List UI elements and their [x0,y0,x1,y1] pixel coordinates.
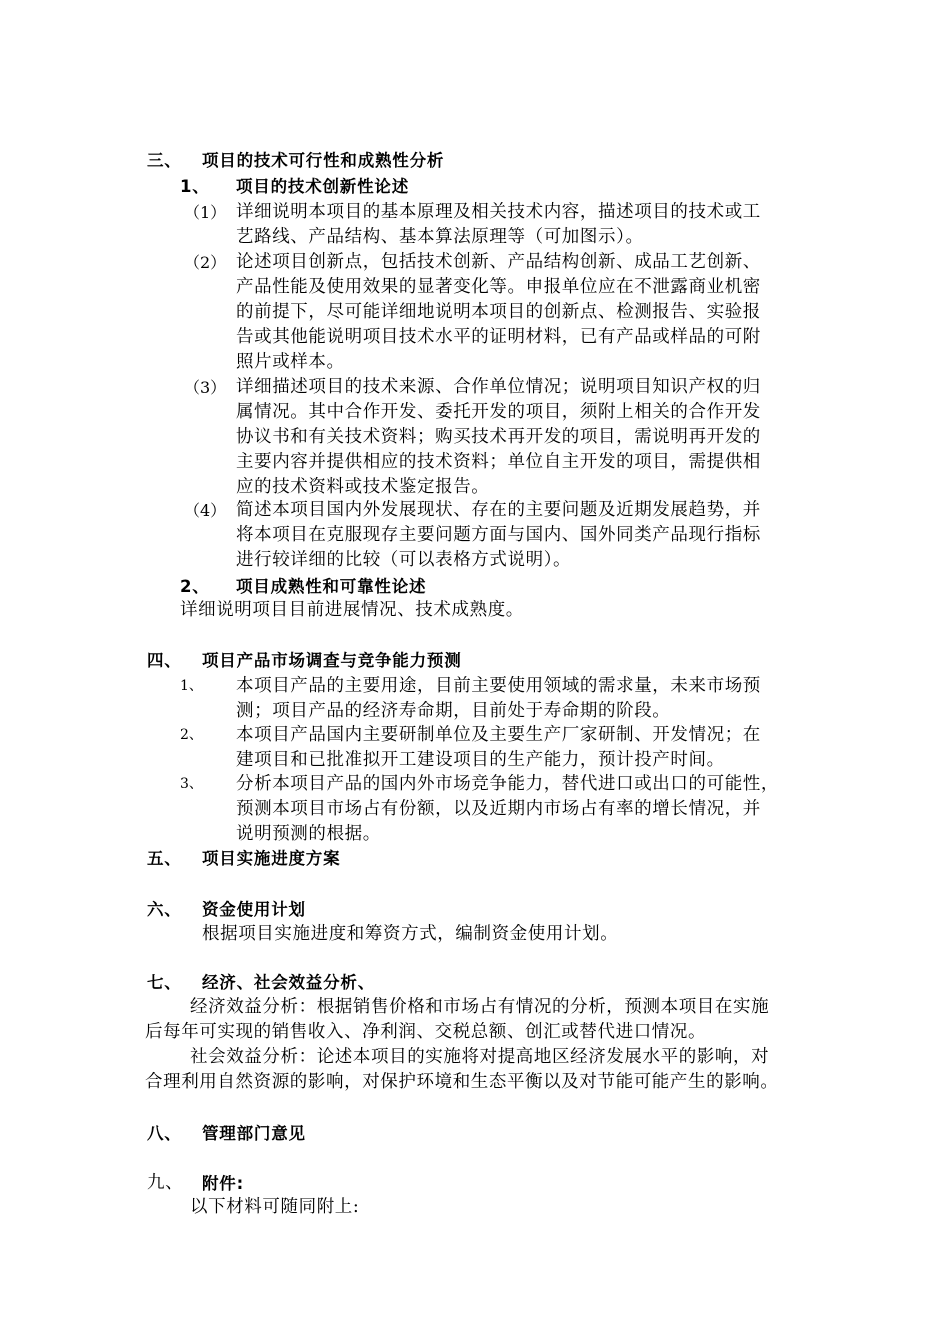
s4-item-2-number: 2、 [180,727,203,743]
item-3-line: 主要内容并提供相应的技术资料；单位自主开发的项目，需提供相 [236,452,761,472]
section-6-title: 资金使用计划 [202,900,306,919]
item-4-line: 简述本项目国内外发展现状、存在的主要问题及近期发展趋势，并 [236,500,761,520]
subsection-2-text: 详细说明项目目前进展情况、技术成熟度。 [180,600,524,620]
s4-item-1-line: 本项目产品的主要用途，目前主要使用领域的需求量，未来市场预 [236,676,761,696]
s4-item-2-line: 本项目产品国内主要研制单位及主要生产厂家研制、开发情况；在 [236,725,761,745]
item-4-number: （4） [184,501,227,520]
s4-item-3-number: 3、 [180,776,203,792]
item-2-line: 论述项目创新点，包括技术创新、产品结构创新、成品工艺创新、 [236,252,761,272]
section-7-number: 七、 [147,973,182,992]
section-6-number: 六、 [147,900,182,919]
item-3-line: 详细描述项目的技术来源、合作单位情况；说明项目知识产权的归 [236,377,761,397]
subsection-1-title: 项目的技术创新性论述 [236,177,409,196]
item-3-number: （3） [184,378,227,397]
item-4-line: 进行较详细的比较（可以表格方式说明）。 [236,550,572,570]
item-3-line: 应的技术资料或技术鉴定报告。 [236,477,490,497]
section-7-paragraph-1: 后每年可实现的销售收入、净利润、交税总额、创汇或替代进口情况。 [145,1022,707,1042]
item-4-line: 将本项目在克服现存主要问题方面与国内、国外同类产品现行指标 [236,525,761,545]
item-2-line: 产品性能及使用效果的显著变化等。申报单位应在不泄露商业机密 [236,277,761,297]
section-7-paragraph-2: 合理利用自然资源的影响，对保护环境和生态平衡以及对节能可能产生的影响。 [145,1072,779,1092]
section-5-number: 五、 [147,849,182,868]
section-6-text: 根据项目实施进度和筹资方式，编制资金使用计划。 [202,924,619,944]
s4-item-1-number: 1、 [180,678,203,694]
section-7-paragraph-2: 社会效益分析：论述本项目的实施将对提高地区经济发展水平的影响，对 [190,1047,770,1067]
item-3-line: 协议书和有关技术资料；购买技术再开发的项目，需说明再开发的 [236,427,761,447]
section-5-title: 项目实施进度方案 [202,849,341,868]
section-4-title: 项目产品市场调查与竞争能力预测 [202,651,462,670]
s4-item-3-line: 说明预测的根据。 [236,824,381,844]
section-3-title: 项目的技术可行性和成熟性分析 [202,151,445,170]
item-1-line: 艺路线、产品结构、基本算法原理等（可加图示）。 [236,227,644,247]
s4-item-3-line: 分析本项目产品的国内外市场竞争能力，替代进口或出口的可能性， [236,774,779,794]
item-1-number: （1） [184,203,227,222]
subsection-2-number: 2、 [180,577,210,596]
section-3-number: 三、 [147,151,182,170]
subsection-2-title: 项目成熟性和可靠性论述 [236,577,427,596]
subsection-1-number: 1、 [180,177,210,196]
section-8-number: 八、 [147,1124,182,1143]
section-9-title: 附件: [202,1174,244,1193]
item-2-line: 的前提下，尽可能详细地说明本项目的创新点、检测报告、实验报 [236,302,761,322]
item-1-line: 详细说明本项目的基本原理及相关技术内容，描述项目的技术或工 [236,202,761,222]
section-7-paragraph-1: 经济效益分析：根据销售价格和市场占有情况的分析，预测本项目在实施 [190,997,770,1017]
section-9-text: 以下材料可随同附上: [190,1197,360,1217]
s4-item-2-line: 建项目和已批准拟开工建设项目的生产能力，预计投产时间。 [236,750,725,770]
s4-item-3-line: 预测本项目市场占有份额，以及近期内市场占有率的增长情况，并 [236,799,761,819]
s4-item-1-line: 测；项目产品的经济寿命期，目前处于寿命期的阶段。 [236,701,671,721]
section-8-title: 管理部门意见 [202,1124,306,1143]
item-2-line: 告或其他能说明项目技术水平的证明材料，已有产品或样品的可附 [236,327,761,347]
item-2-number: （2） [184,253,227,272]
item-2-line: 照片或样本。 [236,352,345,372]
section-7-title: 经济、社会效益分析、 [202,973,375,992]
section-4-number: 四、 [147,651,182,670]
item-3-line: 属情况。其中合作开发、委托开发的项目，须附上相关的合作开发 [236,402,761,422]
section-9-number: 九、 [147,1173,184,1193]
